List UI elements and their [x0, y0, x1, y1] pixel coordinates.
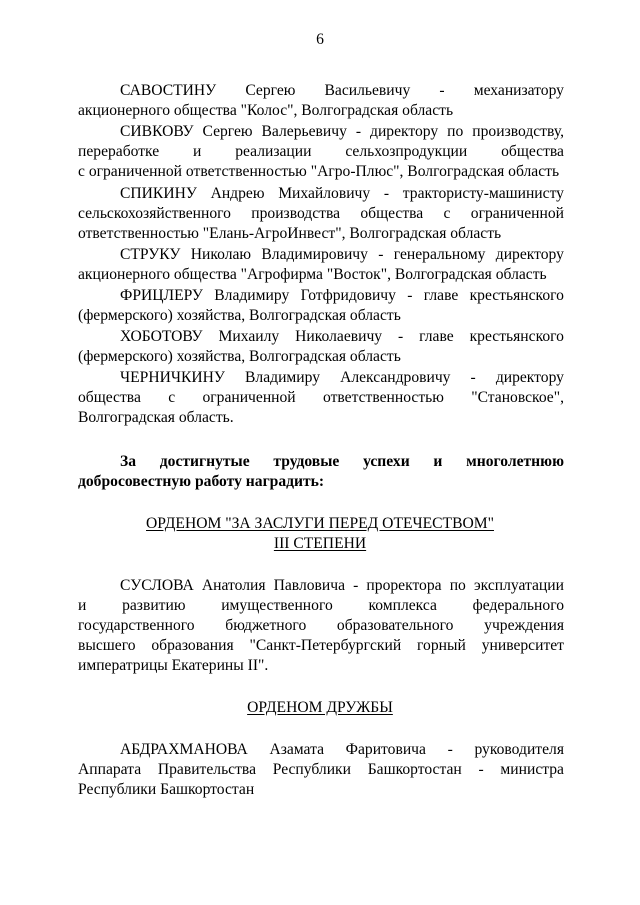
order-title-degree: III СТЕПЕНИ: [273, 535, 367, 552]
awardee-line: (фермерского) хозяйства, Волгоградская область: [78, 348, 401, 365]
awardee-line: САВОСТИНУ Сергею Васильевичу - механизатору: [120, 82, 564, 99]
awardee-line: СИВКОВУ Сергею Валерьевичу - директору по производству,: [120, 123, 564, 140]
awardee-line: высшего образования "Санкт-Петербургский горный университет: [78, 637, 564, 654]
awardee-line: государственного бюджетного образовательного учреждения: [78, 617, 564, 634]
awardee-line: СПИКИНУ Андрею Михайловичу - трактористу-машинисту: [120, 185, 564, 202]
order-title: ОРДЕНОМ ДРУЖБЫ: [247, 699, 393, 716]
page-number: 6: [316, 31, 324, 48]
order-title: ОРДЕНОМ "ЗА ЗАСЛУГИ ПЕРЕД ОТЕЧЕСТВОМ": [146, 515, 494, 532]
awardee-line: СТРУКУ Николаю Владимировичу - генеральному директору: [120, 246, 564, 263]
awardee-line: Республики Башкортостан: [78, 781, 255, 798]
awardee-line: с ограниченной ответственностью "Агро-Плюс", Волгоградская область: [78, 163, 560, 180]
awardee-line: ответственностью "Елань-АгроИнвест", Волгоградская область: [78, 225, 502, 242]
awardee-line: Волгоградская область.: [78, 409, 234, 426]
awardee-line: Аппарата Правительства Республики Башкортостан - министра: [78, 761, 564, 778]
awardee-line: ФРИЦЛЕРУ Владимиру Готфридовичу - главе крестьянского: [120, 287, 564, 304]
awardee-line: акционерного общества "Агрофирма "Восток", Волгоградская область: [78, 266, 547, 283]
awardee-line: СУСЛОВА Анатолия Павловича - проректора по эксплуатации: [120, 577, 564, 594]
decree-intro-line: добросовестную работу наградить:: [78, 473, 325, 490]
awardee-line: акционерного общества "Колос", Волгоградская область: [78, 102, 454, 119]
decree-intro-line: За достигнутые трудовые успехи и многолетнюю: [120, 453, 564, 470]
awardee-line: императрицы Екатерины II".: [78, 657, 269, 674]
awardee-line: переработке и реализации сельхозпродукции общества: [78, 143, 564, 160]
awardee-line: АБДРАХМАНОВА Азамата Фаритовича - руководителя: [120, 741, 564, 758]
awardee-line: ХОБОТОВУ Михаилу Николаевичу - главе крестьянского: [120, 328, 564, 345]
awardee-line: ЧЕРНИЧКИНУ Владимиру Александровичу - директору: [120, 369, 564, 386]
awardee-line: сельскохозяйственного производства общества с ограниченной: [78, 205, 564, 222]
awardee-line: общества с ограниченной ответственностью "Становское",: [78, 389, 564, 406]
awardee-line: (фермерского) хозяйства, Волгоградская область: [78, 307, 401, 324]
awardee-line: и развитию имущественного комплекса федерального: [78, 597, 564, 614]
